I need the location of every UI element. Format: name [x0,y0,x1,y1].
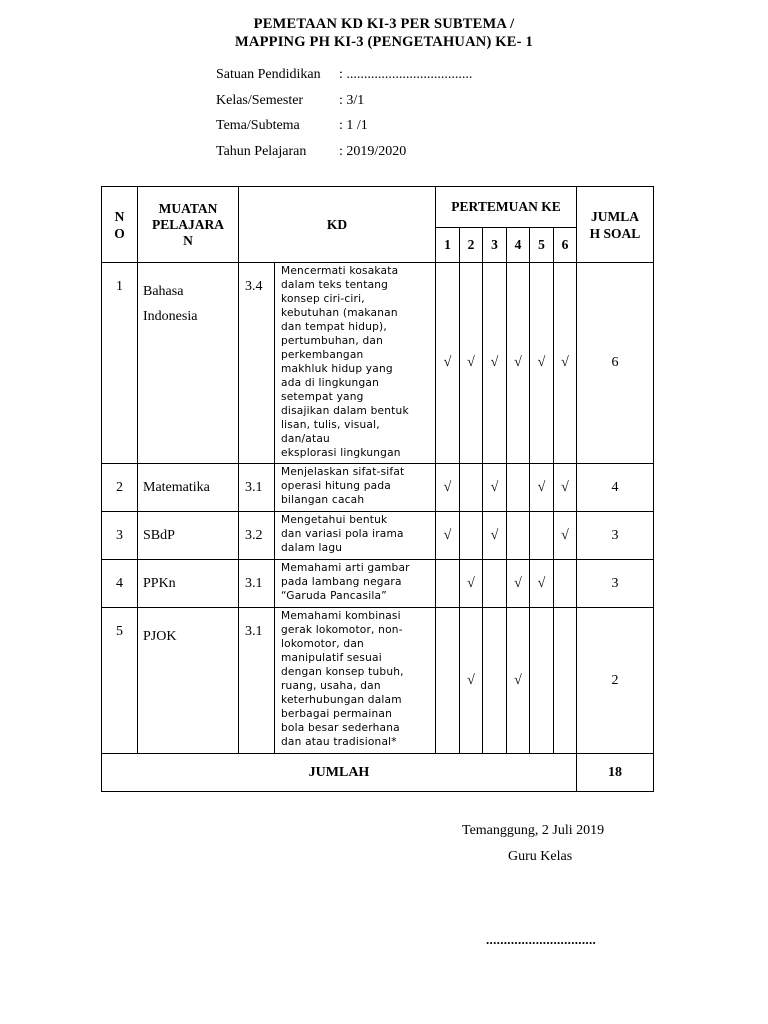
row-kd-number: 3.2 [239,512,275,560]
row-total: 6 [577,263,654,464]
meeting-1-cell [436,512,460,560]
header-meeting-1: 1 [436,228,460,263]
meeting-2-cell [460,263,483,464]
checkmark-icon: √ [490,355,499,370]
meeting-3-cell [483,608,507,754]
row-number: 5 [102,608,138,754]
meeting-3-cell [483,464,507,512]
meeting-1-cell [436,464,460,512]
checkmark-icon: √ [561,527,569,543]
info-label: Kelas/Semester [216,92,304,108]
header-jumlah-soal [577,187,654,263]
checkmark-icon: √ [490,479,499,495]
table-row [102,512,654,560]
signature-place-date: Temanggung, 2 Juli 2019 [462,823,605,838]
table-row [102,464,654,512]
meeting-6-cell [554,464,577,512]
meeting-4-cell [507,263,530,464]
header-meeting-6: 6 [554,228,577,263]
row-subject: SBdP [138,512,239,560]
row-total: 2 [577,608,654,754]
footer-total-value: 18 [577,754,654,792]
meeting-5-cell [530,512,554,560]
meeting-2-cell [460,608,483,754]
table-footer-row [102,754,654,792]
checkmark-icon: √ [490,527,499,543]
header-jumlah-soal-text: JUMLA H SOAL [589,208,641,241]
meeting-3-cell [483,560,507,608]
info-label: Tema/Subtema [216,118,300,133]
info-block [216,67,472,169]
meeting-5-cell [530,263,554,464]
footer-total-label: JUMLAH [102,754,577,792]
meeting-5-cell [530,464,554,512]
signature-role: Guru Kelas [508,849,573,864]
checkmark-icon: √ [537,355,546,370]
header-no-text: N O [114,208,125,241]
row-subject: Bahasa Indonesia [138,263,239,464]
checkmark-icon: √ [443,527,452,543]
table-row [102,608,654,754]
row-number: 3 [102,512,138,560]
meeting-1-cell [436,608,460,754]
meeting-2-cell [460,464,483,512]
row-subject: PPKn [138,560,239,608]
meeting-4-cell [507,608,530,754]
meeting-6-cell [554,512,577,560]
checkmark-icon: √ [514,355,522,370]
row-total: 4 [577,464,654,512]
mapping-table [101,186,654,792]
meeting-1-cell [436,263,460,464]
meeting-4-cell [507,464,530,512]
header-meeting-5: 5 [530,228,554,263]
meeting-3-cell [483,263,507,464]
info-value: : 1 /1 [339,118,368,133]
header-muatan-text: MUATAN PELAJARA N [151,200,224,248]
checkmark-icon: √ [443,355,452,370]
row-subject: Matematika [138,464,239,512]
checkmark-icon: √ [467,672,475,688]
checkmark-icon: √ [561,355,569,370]
meeting-4-cell [507,560,530,608]
info-row-year [216,144,472,170]
row-kd-text: Memahami arti gambar pada lambang negara “Garuda Pancasila” [275,560,436,608]
meeting-5-cell [530,608,554,754]
meeting-3-cell [483,512,507,560]
signature-name-line: ............................... [486,932,597,947]
info-value: : 2019/2020 [339,143,407,159]
info-value: : .................................... [339,67,473,82]
info-row-school [216,67,472,93]
checkmark-icon: √ [561,479,569,495]
info-row-class [216,93,472,119]
row-total: 3 [577,512,654,560]
header-meeting-2: 2 [460,228,483,263]
meeting-2-cell [460,512,483,560]
row-kd-number: 3.1 [239,608,275,754]
row-kd-text: Menjelaskan sifat-sifat operasi hitung pada bilangan cacah [275,464,436,512]
row-number: 4 [102,560,138,608]
table-row [102,263,654,464]
checkmark-icon: √ [467,355,475,370]
meeting-5-cell [530,560,554,608]
row-subject: PJOK [138,608,239,754]
meeting-6-cell [554,560,577,608]
header-meeting-4: 4 [507,228,530,263]
meeting-1-cell [436,560,460,608]
row-kd-number: 3.1 [239,560,275,608]
info-value: : 3/1 [339,92,365,108]
row-total: 3 [577,560,654,608]
checkmark-icon: √ [514,575,522,591]
header-kd: KD [239,187,436,263]
info-label: Tahun Pelajaran [216,143,307,159]
checkmark-icon: √ [514,672,522,688]
row-kd-number: 3.1 [239,464,275,512]
meeting-6-cell [554,608,577,754]
checkmark-icon: √ [467,575,475,591]
row-kd-number: 3.4 [239,263,275,464]
checkmark-icon: √ [537,479,546,495]
document-title-line1: PEMETAAN KD KI-3 PER SUBTEMA / [253,16,515,32]
meeting-2-cell [460,560,483,608]
row-kd-text: Memahami kombinasi gerak lokomotor, non- lokomotor, dan manipulatif sesuai dengan konsep tubuh, ruang, usaha, dan keterhubungan dalam berbagai permainan bola besar sederhana dan atau tradisional* [275,608,436,754]
row-number: 2 [102,464,138,512]
header-meeting-3: 3 [483,228,507,263]
row-kd-text: Mengetahui bentuk dan variasi pola irama dalam lagu [275,512,436,560]
row-number: 1 [102,263,138,464]
document-title-line2: MAPPING PH KI-3 (PENGETAHUAN) KE- 1 [235,34,533,50]
info-label: Satuan Pendidikan [216,67,321,82]
checkmark-icon: √ [443,479,452,495]
meeting-4-cell [507,512,530,560]
checkmark-icon: √ [537,575,546,591]
row-kd-text: Mencermati kosakata dalam teks tentang konsep ciri-ciri, kebutuhan (makanan dan tempat hidup), pertumbuhan, dan perkembangan makhluk hidup yang ada di lingkungan setempat yang disajikan dalam bentuk lisan, tulis, visual, dan/atau eksplorasi lingkungan [275,263,436,464]
header-pertemuan: PERTEMUAN KE [436,187,577,228]
table-row [102,560,654,608]
info-row-theme [216,118,472,144]
header-no [102,187,138,263]
meeting-6-cell [554,263,577,464]
header-muatan [138,187,239,263]
